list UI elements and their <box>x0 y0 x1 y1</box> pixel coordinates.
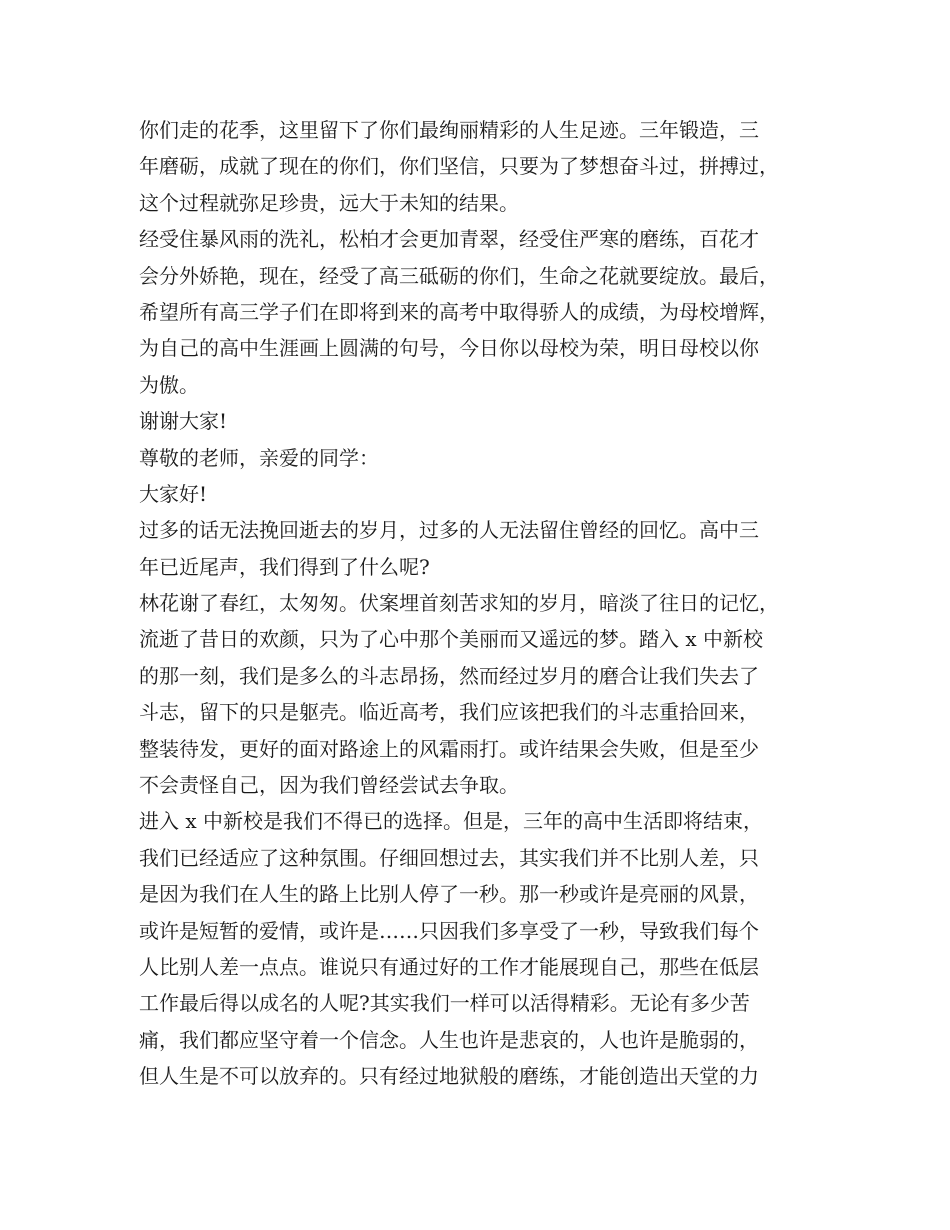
text-line: 年已近尾声，我们得到了什么呢? <box>139 554 430 579</box>
salutation-line: 尊敬的老师，亲爱的同学： <box>139 445 379 470</box>
text-line: 年磨砺，成就了现在的你们，你们坚信，只要为了梦想奋斗过，拼搏过， <box>139 154 779 179</box>
text-line: 你们走的花季，这里留下了你们最绚丽精彩的人生足迹。三年锻造，三 <box>139 118 759 142</box>
text-line: 希望所有高三学子们在即将到来的高考中取得骄人的成绩，为母校增辉， <box>139 299 779 324</box>
text-line: 我们已经适应了这种氛围。仔细回想过去，其实我们并不比别人差，只 <box>139 845 759 870</box>
text-line: 或许是短暂的爱情，或许是……只因我们多享受了一秒，导致我们每个 <box>139 918 759 943</box>
text-line: 是因为我们在人生的路上比别人停了一秒。那一秒或许是亮丽的风景， <box>139 882 759 907</box>
text-line: 斗志，留下的只是躯壳。临近高考，我们应该把我们的斗志重拾回来， <box>139 700 759 725</box>
text-line: 的那一刻，我们是多么的斗志昂扬，然而经过岁月的磨合让我们失去了 <box>139 663 759 688</box>
greeting-line: 大家好! <box>139 481 208 506</box>
text-line: 林花谢了春红，太匆匆。伏案埋首刻苦求知的岁月，暗淡了往日的记忆， <box>139 591 779 616</box>
text-line: 工作最后得以成名的人呢?其实我们一样可以活得精彩。无论有多少苦 <box>139 991 750 1016</box>
text-line: 过多的话无法挽回逝去的岁月，过多的人无法留住曾经的回忆。高中三 <box>139 518 759 543</box>
text-line: 谢谢大家! <box>139 409 228 434</box>
text-line: 经受住暴风雨的洗礼，松柏才会更加青翠，经受住严寒的磨练，百花才 <box>139 227 759 252</box>
document-body <box>139 112 819 1095</box>
text-line: 这个过程就弥足珍贵，远大于未知的结果。 <box>139 190 519 215</box>
text-line: 但人生是不可以放弃的。只有经过地狱般的磨练，才能创造出天堂的力 <box>139 1064 759 1089</box>
text-line: 人比别人差一点点。谁说只有通过好的工作才能展现自己，那些在低层 <box>139 954 759 979</box>
text-line: 为自己的高中生涯画上圆满的句号，今日你以母校为荣，明日母校以你 <box>139 336 759 361</box>
text-line: 流逝了昔日的欢颜，只为了心中那个美丽而又遥远的梦。踏入 x 中新校 <box>139 627 763 652</box>
text-line: 整装待发，更好的面对路途上的风霜雨打。或许结果会失败，但是至少 <box>139 736 759 761</box>
text-line: 为傲。 <box>139 372 199 397</box>
text-line: 会分外娇艳，现在，经受了高三砥砺的你们，生命之花就要绽放。最后， <box>139 263 779 288</box>
text-line: 不会责怪自己，因为我们曾经尝试去争取。 <box>139 773 519 798</box>
text-line: 进入 x 中新校是我们不得已的选择。但是，三年的高中生活即将结束， <box>139 809 763 834</box>
text-line: 痛，我们都应坚守着一个信念。人生也许是悲哀的，人也许是脆弱的， <box>139 1027 759 1052</box>
